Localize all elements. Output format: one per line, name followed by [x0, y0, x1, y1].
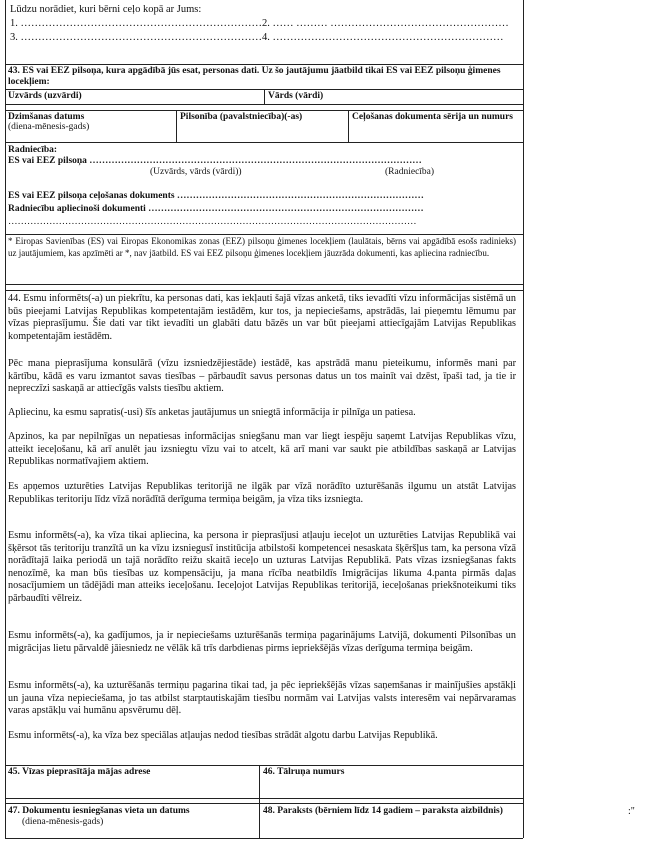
divider: [5, 838, 523, 839]
eu-citizen-rel-hint: (Radniecība): [385, 167, 435, 177]
divider: [348, 110, 349, 142]
divider: [259, 765, 260, 838]
child-line-4[interactable]: 4. …………………………………………………………: [262, 32, 504, 43]
home-address-field[interactable]: 45. Vīzas pieprasītāja mājas adrese: [8, 767, 151, 777]
stray-mark: :": [628, 806, 635, 817]
divider: [5, 803, 523, 804]
divider: [5, 104, 523, 105]
section-43-title: 43. ES vai EEZ pilsoņa, kura apgādībā jūs esat, personas dati. Uz šo jautājumu jāatbild tikai ES vai EEZ pilsoņu ģimenes locekļiem:: [8, 66, 501, 87]
name-label: Vārds (vārdi): [268, 91, 324, 101]
section-44-para-1: 44. Esmu informēts(-a) un piekrītu, ka personas dati, kas iekļauti šajā vīzas anketā, tiks ievadīti vīzu informācijas sistēmā un būs pieejami Latvijas Republikas kompetentajām iestādēm, kur tos, ja nepieciešams, apstrādās, lai pieņemtu lēmumu par vīzas pieprasījumu. Šie dati var tikt ievadīti un glabāti datu bāzēs un var būt pieejami attiecīgajām Latvijas Republikas kompetentajām iestādēm.: [8, 293, 516, 342]
extra-dots-line[interactable]: …………………………………………………………………………………………………………………: [8, 217, 417, 227]
section-44-para-5: Es apņemos uzturēties Latvijas Republikas teritorijā ne ilgāk par vīzā norādīto uzturēšanās ilgumu un atstāt Latvijas Republikas teritoriju līdz vīzā norādītā derīguma termiņa beigām, ja vīza tiks izsniegta.: [8, 481, 516, 505]
relationship-label: Radniecība:: [8, 145, 58, 155]
child-line-3[interactable]: 3. ……………………………………………………………: [10, 32, 262, 43]
section-44-para-7: Esmu informēts(-a), ka gadījumos, ja ir nepieciešams uzturēšanās termiņa pagarinājums Latvijā, dokumenti Pilsonības un migrācijas lietu pārvaldē jāiesniedz ne vēlāk kā trīs darbdienas pirms iepriekšējās vīzas derīguma termiņa beigām.: [8, 630, 516, 654]
section-44-para-9: Esmu informēts(-a), ka vīza bez speciālas atļaujas nedod tiesības strādāt algotu darbu Latvijas Republikā.: [8, 730, 438, 741]
divider: [5, 142, 523, 143]
section-44-para-8: Esmu informēts(-a), ka uzturēšanās termiņu pagarina tikai tad, ja pēc iepriekšējās vīzas saņemšanas ir mainījušies apstākļi un jauna vīza nepieciešama, jo tas atbilst starptautiskajām tiesību normām vai Latvijas valsts interesēm vai nepārvaramas varas apstākļu vai humānu apsvērumu dēļ.: [8, 680, 516, 717]
footnote: * Eiropas Savienības (ES) vai Eiropas Ekonomikas zonas (EEZ) pilsoņu ģimenes locekļiem (laulātais, bērns vai apgādībā esošs radinieks) uz jautājumiem, kas apzīmēti ar *, nav jāatbild. ES vai EEZ pilsoņu ģimenes locekļiem jāuzrāda dokumenti, kas apliecina radniecību.: [8, 236, 516, 258]
birth-date-label: Dzimšanas datums: [8, 112, 85, 122]
section-44-para-4: Apzinos, ka par nepilnīgas un nepatiesas informācijas sniegšanu man var liegt iespēju saņemt Latvijas Republikas vīzu, atteikt ieceļošanu, kā arī anulēt jau izsniegtu vīzu vai to atcelt, kā arī mani var saukt pie atbildības saskaņā ar Latvijas Republikas normatīvajiem aktiem.: [8, 431, 516, 468]
divider: [5, 798, 523, 799]
phone-field[interactable]: 46. Tālruņa numurs: [263, 767, 345, 777]
child-line-1[interactable]: 1. ……………………………………………………………: [10, 18, 262, 29]
child-line-2[interactable]: 2. …… ……… ……………………………………………: [262, 18, 509, 29]
travel-doc-label: Ceļošanas dokumenta sērija un numurs: [352, 112, 513, 122]
birth-date-format: (diena-mēnesis-gads): [8, 122, 90, 132]
surname-label: Uzvārds (uzvārdi): [8, 91, 82, 101]
divider: [5, 765, 523, 766]
divider: [5, 64, 523, 65]
submission-date-format: (diena-mēnesis-gads): [22, 817, 104, 827]
submission-place-date-field[interactable]: 47. Dokumentu iesniegšanas vieta un datums: [8, 806, 190, 816]
divider: [5, 290, 523, 291]
divider: [5, 234, 523, 235]
section-44-para-6: Esmu informēts(-a), ka vīza tikai apliecina, ka persona ir pieprasījusi atļauju ieceļot un uzturēties Latvijas Republikā vai šķērsot tās teritoriju tranzītā un ka vīzu izsniegusī institūcija atbilstoši kompetencei nesaskata šķēršļus tam, ka persona vīzā norādītajā laika periodā un tajā norādīto reižu skaitā ieceļo un uzturas Latvijas Republikā. Pats vīzas izsniegšanas fakts nenozīmē, ka man būs tiesības uz kompensāciju, ja mana rīcība neatbildīs Imigrācijas likuma 4.panta pirmās daļas nosacījumiem un tādējādi man atteiks ieceļošanu. Ieceļojot Latvijas Republikas teritorijā, ieceļošanas priekšnoteikumi tiks pārbaudīti vēlreiz.: [8, 530, 516, 604]
children-prompt: Lūdzu norādiet, kuri bērni ceļo kopā ar Jums:: [10, 4, 202, 15]
eu-citizen-name-hint: (Uzvārds, vārds (vārdi)): [150, 167, 242, 177]
divider: [176, 110, 177, 142]
section-44-para-2: Pēc mana pieprasījuma konsulārā (vīzu izsniedzējiestāde) iestādē, kas apstrādā manu pieteikumu, informēs mani par kārtību, kādā es varu izmantot savas tiesības – pārbaudīt savus personas datus un tos mainīt vai dzēst, īpaši tad, ja tie ir nepreczīzi saskaņā ar attiecīgās valsts tiesību aktiem.: [8, 358, 516, 395]
divider: [5, 110, 523, 111]
eu-citizen-field[interactable]: ES vai EEZ pilsoņa ……………………………………………………………………………………………: [8, 156, 422, 166]
relation-docs-field[interactable]: Radniecību apliecinoši dokumenti ……………………………………………………………………………: [8, 204, 424, 214]
section-44-para-3: Apliecinu, ka esmu sapratis(-usi) šīs anketas jautājumus un sniegtā informācija ir pilnīga un patiesa.: [8, 407, 416, 418]
citizenship-label: Pilsonība (pavalstniecība)(-as): [180, 112, 303, 122]
eu-travel-doc-field[interactable]: ES vai EEZ pilsoņa ceļošanas dokuments ……………………………………………………………………: [8, 191, 424, 201]
signature-field[interactable]: 48. Paraksts (bērniem līdz 14 gadiem – paraksta aizbildnis): [263, 806, 503, 816]
divider: [5, 284, 523, 285]
divider: [264, 89, 265, 104]
